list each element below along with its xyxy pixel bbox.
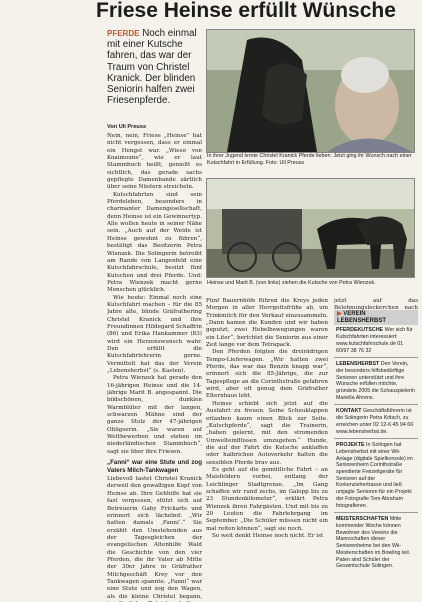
- column-subheading: „Fanni“ war eine Stute und zog Vaters Milch-Tankwagen: [107, 459, 202, 474]
- info-item-text: Wer sich für Kutschfahrten interessiert: www.kutschfahrschule.de 01 60/97 38 76 32: [336, 327, 413, 354]
- photo-carriage: [206, 178, 415, 278]
- photo2-illustration: [207, 179, 414, 277]
- photo1-caption: [207, 153, 413, 166]
- paragraph: Nein, nein, Friese „Heinse“ hat nicht vergessen, dass er einmal ein Hengst war. „Wieso von Koaimoune“, wie er laut Stammbuch heißt, genießt es sichtlich, das gerade sachs gepflegte Damenhande zärtlich über seine Nüstern streicheln.: [107, 133, 202, 191]
- info-item-title: LEBENSHERBST: [336, 361, 380, 368]
- info-item-text: Den Verein, der besonders hilfsbedürftige Senioren unterstützt und ihre Wünsche erfüllen möchte, gründete 2005 die Schauspielerin Mariella Ahrens.: [336, 361, 415, 401]
- photo1-credit: Foto: Uli Preuss: [265, 159, 305, 166]
- article-headline: Friese Heinse erfüllt Wünsche: [96, 0, 396, 22]
- paragraph: Fünf Bauernhöfe führen die Kreys jeden Morgen in aller Herrgottsfrühe ab, um Trinkmilch für den Verkauf einzusammeln. „Dann kamen die Kunden und wir haben geputzt, zwei Hebelbewegungen waren ein Liter“, berichtet die Seniorin aus einer Zeit lange vor dem Tetrapack.: [206, 298, 328, 349]
- info-item: [334, 327, 418, 354]
- paragraph: Den Pferden folgten die dreirädrigen Tempo-Lieferwagen. „Wir hatten zwei Pferde, das war das Benzin knapp war“, erinnert sich die 85-Jährige, die zur Tagespflege an die Corinthstraße gefahren wird, aber oft genug dem Gräfrather Elternhaus lebt.: [206, 349, 328, 400]
- info-item: [334, 516, 418, 570]
- lead-text: Noch einmal mit einer Kutsche fahren, das war der Traum von Christel Kranick. Der blinden Seniorin halfen zwei Friesenpferde.: [107, 28, 197, 107]
- paragraph: Heinse schiebt sich jetzt auf die Ausfahrt zu freuen. Seine Scheuklappen erlauben kaum einen Blick zur Seite. „Kutschpferde“, sagt die Trainerin, „haben gelernt, mit den stromenden Umwelteinflüssen umzugehen.“ Hunde, die auf der Fahrt die Kutsche anklaffen oder halbrichen Autoverkehr halten die sensiblen Pferde brav aus.: [206, 400, 328, 466]
- paragraph: Liebevoll tastet Christel Kranick derweil den gewaltigen Kopf von Heinse ab. Ihre Gehhilfe hat sie fast vergessen, stützt sich auf Betreuerin Gaby Frickarts und erinnert sich lächelnd: „Wir hatten damals ‚Fanni‘.“ Sie erzählt den Umstehenden aus der Tagesgleichen der evangelischen Altenhilfe Wald die Geschichte von den vier Pferden, die ihr Vater ab Mitte der 30er Jahre in Gräfrather Milchgeschäft Krey vor den Tankwagen spannte. „Fanni“ war eine Stute und zog den Wagen, als die kleine Christel begann,: [107, 476, 202, 600]
- info-item-text: In Solingen hat Lebensherbst mit einer Wii-Anlage (digitale Spielkonsole) im Seniorenheim Corinthstraße spendierte Freizeitgeräte für Senioren auf der Korkenziehertrasse und ließ umjagte Senioren für ein Projekt der Fotografie Tom Abraham fotografieren.: [336, 442, 413, 509]
- divider: [334, 512, 418, 513]
- paragraph: jetzt auf das Belohnungsleckerchen nach: [334, 298, 418, 310]
- info-item-text: Mitte kommender Woche können Bewohner des Vereins die Mannschaften dieser Seniorenheime bei den Wii-Meisterschaften im Bowling teil. Paten sind Schüler der Gesamtschule Solingen.: [336, 516, 411, 570]
- info-box-heading-text: VEREIN LEBENSHERBST: [337, 311, 387, 324]
- article-column-2: [206, 298, 328, 602]
- paragraph: Petra Wienzek hat gerade den 16-jährigen Heinse und die 14-jährige Marit B. angespannt. Die bildschönen, dunklen Warmblüter mit der langen, schwarzen Mähne sind der ganze Stolz der 47-jährigen Ohligserin. „Sie waren auf Wettbewerben und stehen im niederländischen Stammbuch“, sagt sie über ihre Friesen.: [107, 375, 202, 455]
- photo2-caption: Heinse und Marit B. (von links) ziehen die Kutsche von Petra Wienzek.: [207, 280, 376, 286]
- article-lead: [107, 28, 211, 124]
- article-column-1: [107, 133, 202, 602]
- paragraph: Wie heute: Einmal noch eine Kutschfahrt machen – für die 85 Jahre alte, blinde Gräfrathering Christel Kranick und ihre Freundinnen Hildegard Schaffrin (86) und Erika Hankammer (83) wird ein Herzenswunsch wahr. Den erfüllt die Kutschfahrlehrerin gerne. Vermittelt hat das der Verein „Lebensherbst“ (s. Kasten).: [107, 294, 202, 374]
- info-item-title: PROJEKTE: [336, 442, 365, 449]
- divider: [334, 438, 418, 439]
- arrow-icon: ▶: [337, 311, 344, 317]
- info-box: [334, 310, 418, 602]
- divider: [334, 404, 418, 405]
- article-column-3: [334, 298, 418, 310]
- info-item-title: MEISTERSCHAFTEN: [336, 516, 389, 523]
- info-item: [334, 408, 418, 435]
- photo-senior-with-horse: [206, 29, 415, 153]
- divider: [334, 357, 418, 358]
- info-item: [334, 442, 418, 509]
- paragraph: Kutschfahrten sind sein Pferdeleben, besonders in charmanter Damengesellschaft, denn Heinse ist ein Gewinnertyp. Alle wollen heute in seiner Nähe sein. „Auch auf der Weide ist Heinse gewohnt zu führen“, bestätigt das Besitzerin Petra Wienzek. Die Solingerin betreibt am Rande von Langenfeld eine Kutschfahrschule, besitzt fünf Kutschen und drei Pferde. Und: Petra Wienzek macht gerne Menschen glücklich.: [107, 191, 202, 294]
- photo1-caption-text: In ihrer Jugend lernte Christel Kranick Pferde lieben. Jetzt ging ihr Wunsch nach einer Kutschfahrt in Erfüllung.: [207, 153, 412, 166]
- photo1-illustration: [207, 30, 414, 152]
- paragraph: Es geht auf die gemütliche Fahrt – an Maisfeldern vorbei, entlang der Leichlinger Stadtgrenze. „Im Gang schaffen wir rund zechs, im Galopp bis zu 23 Stundenkilometer“, erklärt Petra Wienzek ihren Fahrgästen. Und mit bis zu 20 Leuten die Fahrlehrgang im September. „Die Schüler müssen nicht ein mal reiten können“, sagt sie noch.: [206, 466, 328, 532]
- paragraph: So weit denkt Heinse noch nicht. Er ist: [212, 533, 324, 539]
- byline: Von Uli Preuss: [107, 124, 147, 130]
- kicker: PFERDE: [107, 29, 140, 38]
- info-item-text: Geschäftsführerin ist die Solingerin Petra Kritsch, zu erreichen unter 02 12-6 45 94 66 www.lebensherbst.de.: [336, 408, 414, 435]
- info-box-heading: [334, 310, 418, 325]
- info-item: [334, 361, 418, 401]
- info-item-title: PFERDEKUTSCHE: [336, 327, 384, 334]
- info-item-title: KONTAKT: [336, 408, 362, 415]
